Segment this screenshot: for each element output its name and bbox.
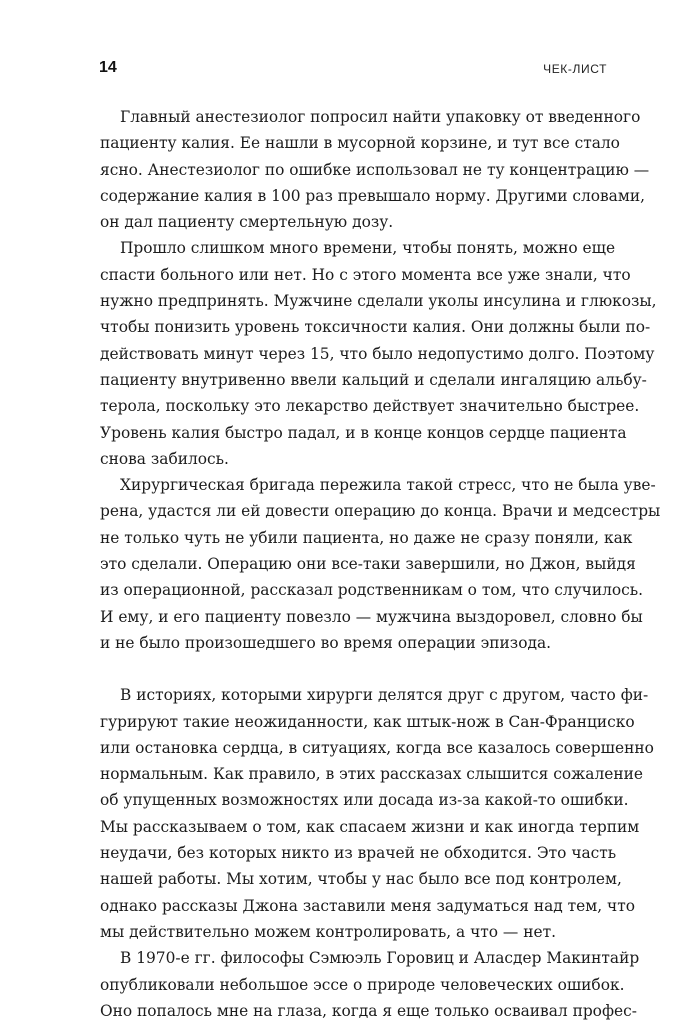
text-line: И ему, и его пациенту повезло — мужчина выздоровел, словно бы (100, 607, 643, 626)
text-line: и не было произошедшего во время операции эпизода. (100, 633, 552, 652)
paragraph (100, 235, 657, 472)
body-text (100, 104, 661, 1024)
text-line: нормальным. Как правило, в этих рассказах слышится сожаление (100, 765, 643, 784)
text-line: Хирургическая бригада пережила такой стресс, что не была уве- (120, 476, 656, 495)
text-line: или остановка сердца, в ситуациях, когда все казалось совершенно (100, 738, 654, 757)
text-line: это сделали. Операцию они все-таки завершили, но Джон, выйдя (100, 555, 636, 574)
text-line: В историях, которыми хирурги делятся друг с другом, часто фи- (120, 686, 649, 705)
text-line: опубликовали небольшое эссе о природе человеческих ошибок. (100, 975, 625, 994)
text-line: не только чуть не убили пациента, но даже не сразу поняли, как (100, 528, 633, 547)
running-title: ЧЕК-ЛИСТ (543, 62, 607, 76)
text-line: содержание калия в 100 раз превышало норму. Другими словами, (100, 186, 645, 205)
text-line: однако рассказы Джона заставили меня задуматься над тем, что (100, 896, 635, 915)
text-line: пациенту калия. Ее нашли в мусорной корзине, и тут все стало (100, 134, 620, 153)
text-line: рена, удастся ли ей довести операцию до конца. Врачи и медсестры (100, 502, 661, 521)
text-line: нужно предпринять. Мужчине сделали уколы инсулина и глюкозы, (100, 292, 657, 311)
text-line: действовать минут через 15, что было недопустимо долго. Поэтому (100, 344, 655, 363)
text-line: об упущенных возможностях или досада из-за какой-то ошибки. (100, 791, 629, 810)
text-line: гурируют такие неожиданности, как штык-нож в Сан-Франциско (100, 712, 635, 731)
text-line: Мы рассказываем о том, как спасаем жизни и как иногда терпим (100, 817, 640, 836)
text-line: Уровень калия быстро падал, и в конце концов сердце пациента (100, 423, 627, 442)
text-line: пациенту внутривенно ввели кальций и сделали ингаляцию альбу- (100, 370, 647, 389)
text-line: неудачи, без которых никто из врачей не обходится. Это часть (100, 844, 617, 863)
section-break (100, 656, 604, 682)
paragraph (100, 945, 640, 1024)
text-line: В 1970-е гг. философы Сэмюэль Горовиц и Аласдер Макинтайр (120, 949, 640, 968)
text-line: Главный анестезиолог попросил найти упаковку от введенного (120, 108, 641, 126)
paragraph (100, 104, 650, 235)
text-line: снова забилось. (100, 449, 229, 468)
text-line: он дал пациенту смертельную дозу. (100, 213, 394, 232)
page-number: 14 (99, 59, 117, 76)
text-line: спасти больного или нет. Но с этого момента все уже знали, что (100, 265, 631, 284)
text-line: терола, поскольку это лекарство действует значительно быстрее. (100, 397, 640, 416)
text-line: мы действительно можем контролировать, а что — нет. (100, 922, 556, 941)
paragraph (100, 682, 654, 945)
paragraph (100, 472, 661, 656)
text-line: чтобы понизить уровень токсичности калия. Они должны были по- (100, 318, 651, 337)
text-line: нашей работы. Мы хотим, чтобы у нас было все под контролем, (100, 870, 622, 889)
text-line: ясно. Анестезиолог по ошибке использовал не ту концентрацию — (100, 160, 650, 179)
text-line: Прошло слишком много времени, чтобы понять, можно еще (120, 239, 616, 258)
text-line: из операционной, рассказал родственникам о том, что случилось. (100, 581, 644, 600)
text-line: Оно попалось мне на глаза, когда я еще только осваивал профес- (100, 1001, 637, 1020)
